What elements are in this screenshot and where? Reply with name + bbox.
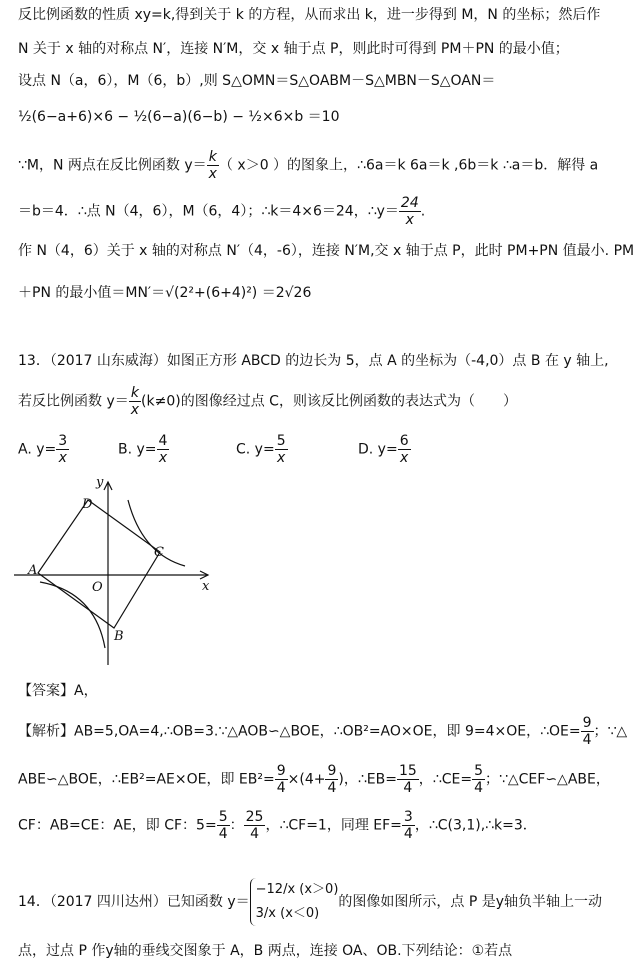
analysis-line: ABE∽△BOE，∴EB²=AE×OE，即 EB²= $\frac{9}{4}$ ×(4+ $\frac{9}{4}$ )，∴EB= $\frac{15}{4}$ ，∴CE= $\frac{5}{4}$ ；∵△CEF∽△ABE， — [18, 763, 610, 796]
fraction: $\frac{5}{4}$ — [474, 763, 483, 796]
fraction: $\frac{24}{x}$ — [400, 195, 419, 228]
formula-line: ½(6−a+6)×6 − ½(6−a)(6−b) − ½×6×b ＝10 — [18, 109, 340, 125]
text: ∵M，N 两点在反比例函数 y＝ — [18, 157, 207, 174]
fraction: $\frac{5}{4}$ — [218, 809, 228, 842]
fraction: $\frac{9}{4}$ — [276, 763, 286, 796]
question-13: 13．（2017 山东威海）如图正方形 ABCD 的边长为 5，点 A 的坐标为（-4,0）点 B 在 y 轴上, — [18, 353, 609, 369]
fraction: $\frac{k}{x}$ — [130, 385, 140, 418]
text-line: 作 N（4，6）关于 x 轴的对称点 N′（4，-6），连接 N′M,交 x 轴于点 P，此时 PM+PN 值最小. PM — [18, 243, 635, 259]
option-b: B. y= $\frac{4}{x}$ — [118, 433, 168, 466]
text-line: N 关于 x 轴的对称点 N′，连接 N′M，交 x 轴于点 P，则此时可得到 PM＋PN 的最小值； — [18, 41, 569, 57]
answer: 【答案】A， — [18, 683, 98, 699]
analysis-line: CF：AB=CE：AE，即 CF：5= $\frac{5}{4}$ ： $\frac{25}{4}$ ，∴CF=1，同理 EF= $\frac{3}{4}$ ，∴C(3,1),∴k=3． — [18, 809, 537, 842]
text-line: ＝b＝4．∴点 N（4，6），M（6，4）；∴k＝4×6＝24，∴y＝ $\frac{24}{x}$ . — [18, 195, 426, 228]
question-14: 14．（2017 四川达州）已知函数 y＝ −12/x (x＞0) 3/x (x＜0) 的图像如图所示，点 P 是y轴负半轴上一动 — [18, 878, 602, 926]
fraction: $\frac{9}{4}$ — [582, 715, 592, 748]
label-a: A — [28, 563, 38, 578]
label-d: D — [82, 497, 93, 512]
text-line — [18, 150, 598, 181]
option-a: A. y= $\frac{3}{x}$ — [18, 433, 68, 466]
fraction: $\frac{15}{4}$ — [398, 763, 417, 796]
fraction: $\frac{6}{x}$ — [399, 433, 409, 466]
label-b: B — [114, 629, 124, 644]
option-d: D. y= $\frac{6}{x}$ — [358, 433, 409, 466]
fraction: $\frac{9}{4}$ — [327, 763, 337, 796]
fraction: $\frac{k}{x}$ — [208, 149, 217, 182]
fraction: $\frac{3}{4}$ — [403, 809, 413, 842]
geometry-figure — [10, 470, 220, 670]
text-line: 点，过点 P 作y轴的垂线交图象于 A，B 两点，连接 OA、OB.下列结论：①若点 — [18, 943, 513, 959]
fraction: $\frac{3}{x}$ — [58, 433, 68, 466]
text-line: 设点 N（a，6），M（6，b）,则 S△OMN＝S△OABM－S△MBN－S△OAN＝ — [18, 73, 496, 89]
option-c: C. y= $\frac{5}{x}$ — [236, 433, 286, 466]
text: ＝b＝4．∴点 N（4，6），M（6，4）；∴k＝4×6＝24，∴y＝ — [18, 203, 399, 220]
label-o: O — [92, 580, 103, 595]
label-y: y — [96, 475, 104, 490]
label-c: C — [154, 545, 164, 560]
label-x: x — [202, 579, 210, 594]
square-abcd — [38, 500, 160, 628]
analysis-line: 【解析】AB=5,OA=4,∴OB=3.∵△AOB∽△BOE，∴OB²=AO×OE，即 9=4×OE，∴OE= $\frac{9}{4}$ ；∵△ — [18, 715, 628, 748]
text-line: 若反比例函数 y＝ $\frac{k}{x}$ (k≠0)的图像经过点 C，则该反比例函数的表达式为（ ） — [18, 385, 517, 418]
fraction: $\frac{25}{4}$ — [245, 809, 264, 842]
fraction: $\frac{5}{x}$ — [276, 433, 286, 466]
text-line: ＋PN 的最小值＝MN′＝√(2²+(6+4)²) ＝2√26 — [18, 285, 312, 301]
text: （ x＞0 ）的图象上，∴6a＝k 6a＝k ,6b＝k ∴a＝b．解得 a — [218, 157, 599, 174]
piecewise-function: −12/x (x＞0) 3/x (x＜0) — [250, 878, 339, 926]
fraction: $\frac{4}{x}$ — [158, 433, 168, 466]
text-line: 反比例函数的性质 xy=k,得到关于 k 的方程，从而求出 k，进一步得到 M，N 的坐标；然后作 — [18, 7, 601, 23]
